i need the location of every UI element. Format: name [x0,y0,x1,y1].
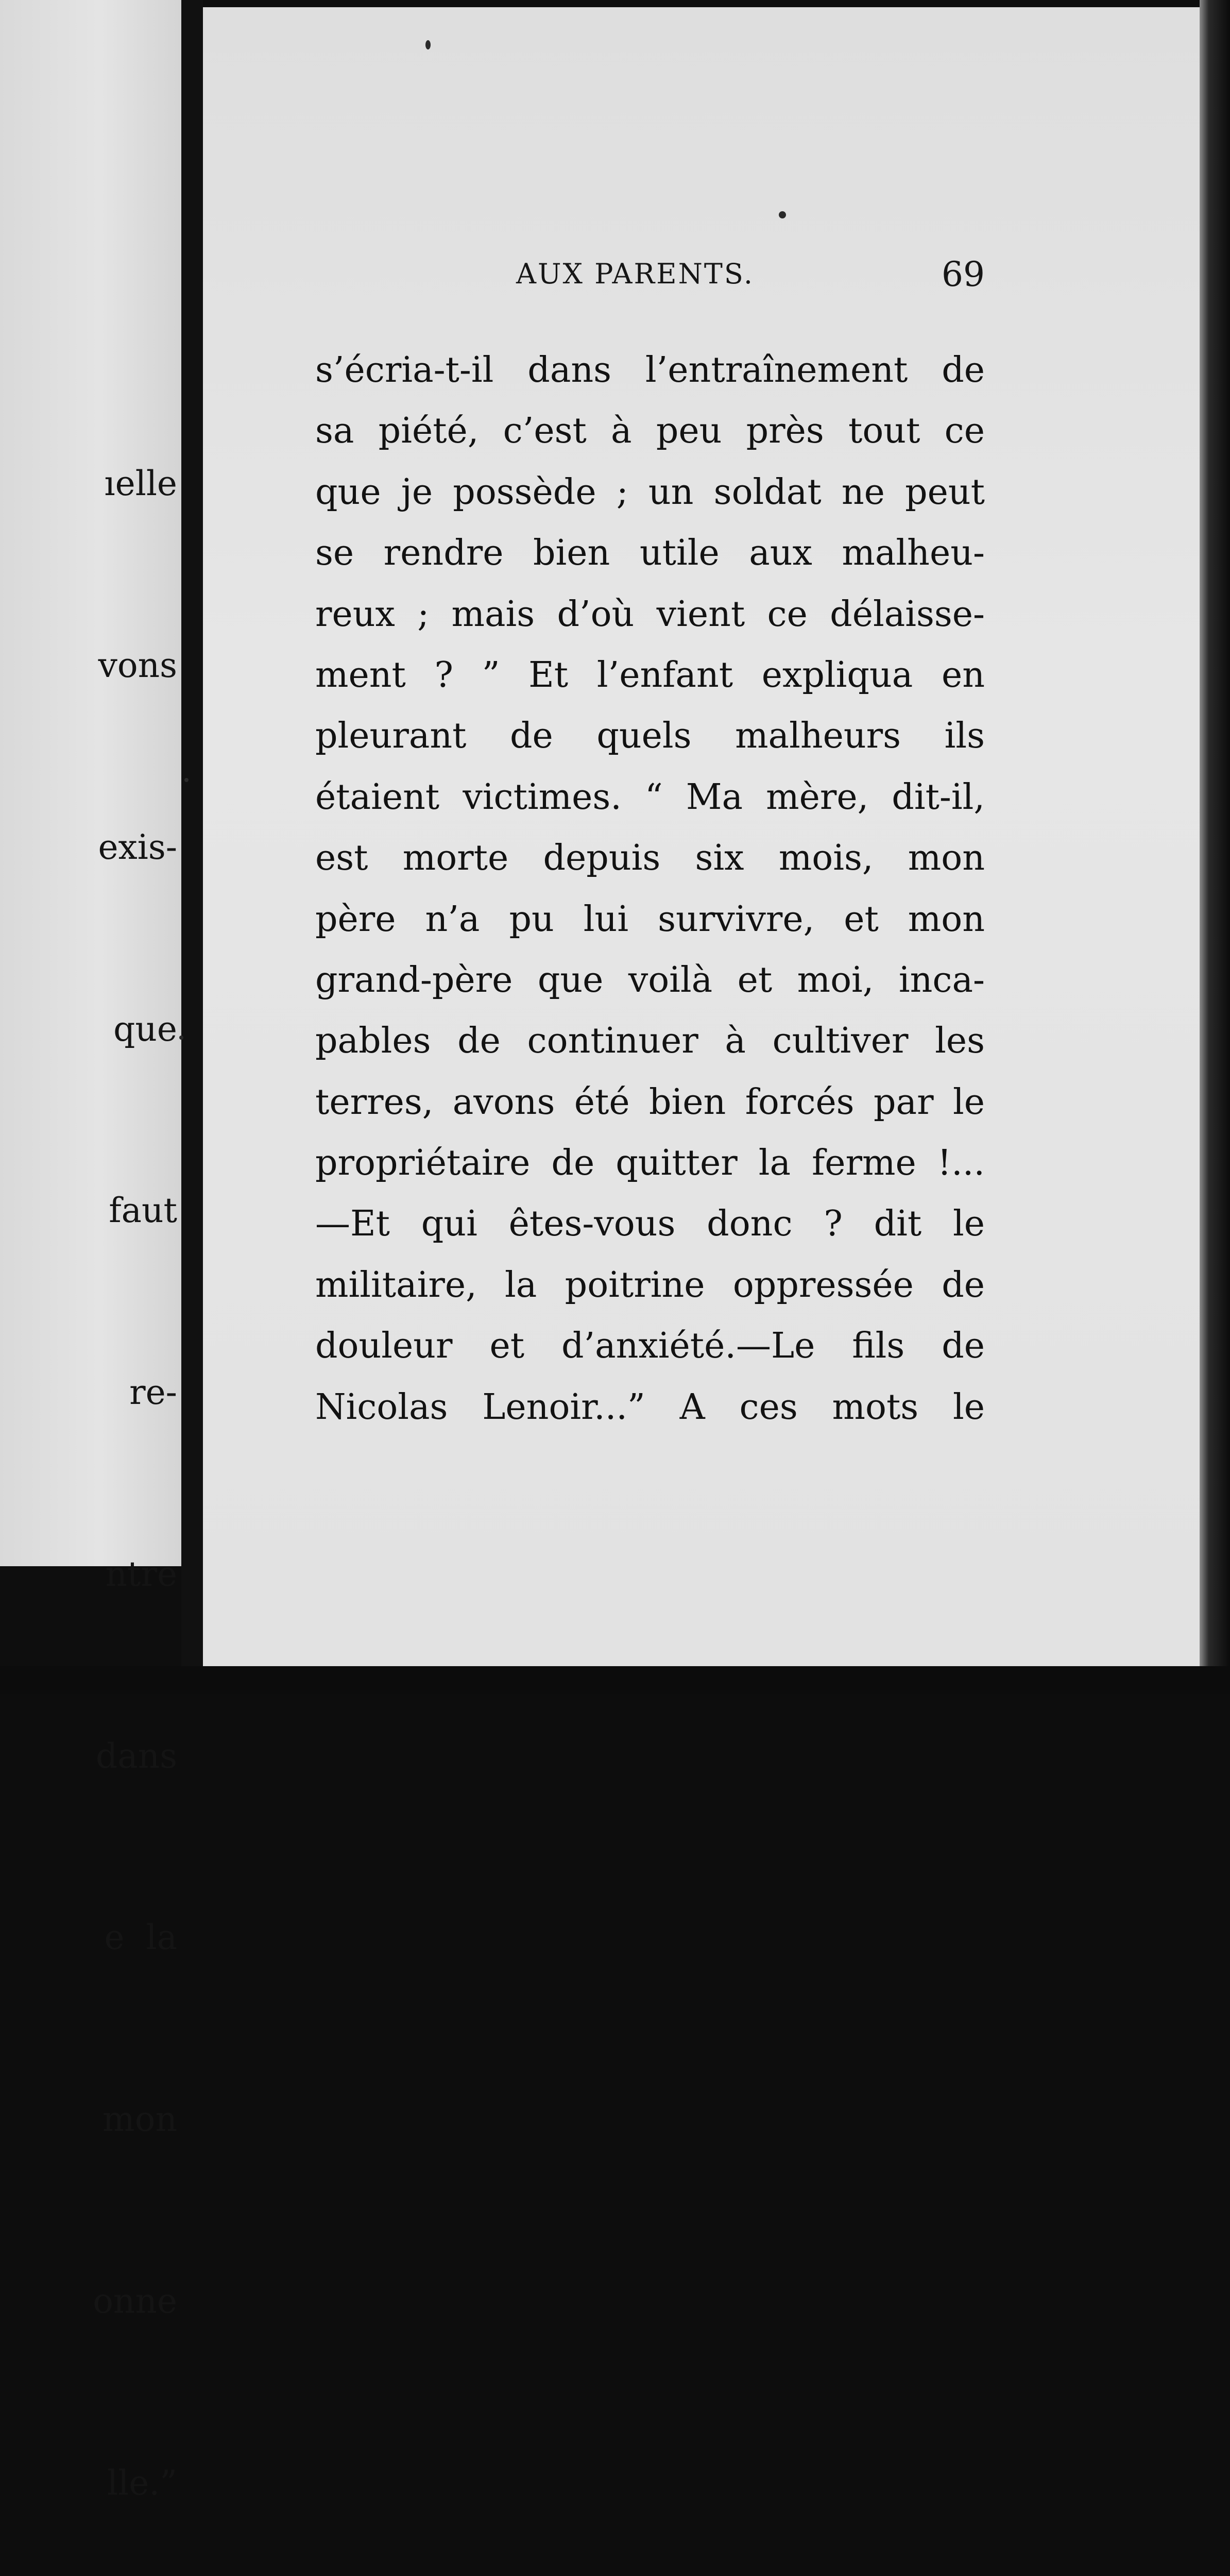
previous-page-line: lle.” [107,2463,177,2503]
text-line: propriétaire de quitter la ferme !... [315,1143,985,1184]
previous-page-line: ntre [105,1554,177,1594]
text-line: se rendre bien utile aux malheu- [315,533,985,574]
text-line: pables de continuer à cultiver les [315,1021,985,1062]
page-number: 69 [942,255,985,294]
text-line: pleurant de quels malheurs ils [315,716,985,757]
previous-page-line: dans [96,1736,177,1776]
previous-page-line: exis- [98,827,177,867]
page-body-text [315,340,985,1438]
text-line: sa piété, c’est à peu près tout ce [315,411,985,452]
text-line: s’écria-t-il dans l’entraînement de [315,350,985,391]
ink-speck [779,211,786,218]
text-line: grand-père que voilà et moi, inca- [315,959,985,1001]
previous-page-line: vons [98,645,177,685]
previous-page-line: que [113,1009,177,1049]
previous-page-line: mon [102,2099,177,2140]
previous-page-line: onne [93,2281,177,2321]
text-line: Nicolas Lenoir...” A ces mots le [315,1386,985,1428]
text-line: père n’a pu lui survivre, et mon [315,899,985,940]
text-line: ment ? ” Et l’enfant expliqua en [315,654,985,696]
text-line: reux ; mais d’où vient ce délaisse- [315,594,985,635]
previous-page-line: faut [109,1191,177,1231]
text-line: est morte depuis six mois, mon [315,838,985,879]
running-head-title: AUX PARENTS. [516,258,755,290]
text-line: —Et qui êtes-vous donc ? dit le [315,1204,985,1245]
previous-page [0,0,181,2503]
text-line: militaire, la poitrine oppressée de [315,1264,985,1306]
ink-speck [184,778,189,782]
scan-bottom-border [0,1666,1230,1694]
text-line: étaient victimes. “ Ma mère, dit-il, [315,776,985,818]
ink-speck [179,1036,183,1040]
book-gutter [181,0,203,1694]
text-line: que je possède ; un soldat ne peut [315,471,985,513]
previous-page-line: ıelle [104,464,177,504]
previous-page-line: re- [129,1372,177,1413]
page-edge-shadow [1200,0,1230,1694]
previous-page-text [0,332,181,2576]
running-header [315,255,985,299]
text-line: douleur et d’anxiété.—Le fils de [315,1326,985,1367]
ink-speck [425,40,431,49]
text-line: terres, avons été bien forcés par le [315,1081,985,1123]
previous-page-line: e la [104,1918,177,1958]
